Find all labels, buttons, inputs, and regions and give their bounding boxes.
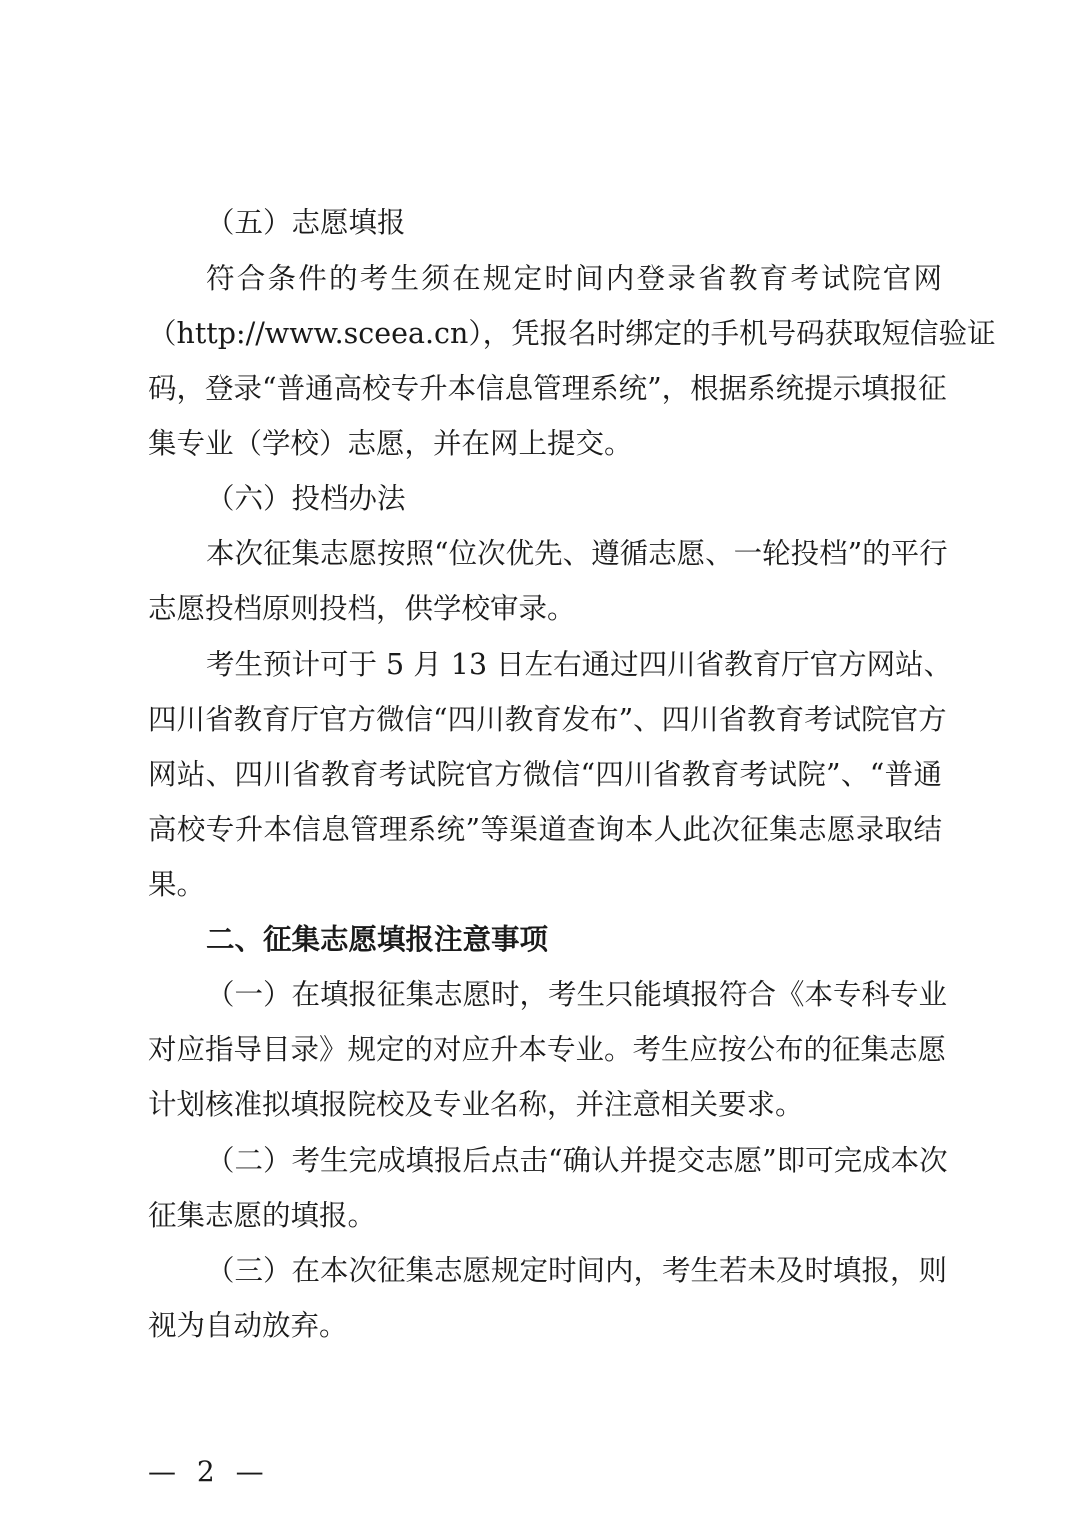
section-heading-six: （六）投档办法 [206,482,406,515]
paragraph-line: 对应指导目录》规定的对应升本专业。考生应按公布的征集志愿 [148,1033,947,1066]
paragraph-line: 符合条件的考生须在规定时间内登录省教育考试院官网 [206,262,942,295]
paragraph-line: 集专业（学校）志愿，并在网上提交。 [148,427,633,460]
paragraph-line: 志愿投档原则投档，供学校审录。 [148,592,576,625]
section-heading-two: 二、征集志愿填报注意事项 [206,923,549,956]
section-heading-five: （五）志愿填报 [206,206,406,239]
paragraph-line: （二）考生完成填报后点击“确认并提交志愿”即可完成本次 [206,1144,948,1177]
paragraph-line: 征集志愿的填报。 [148,1199,377,1232]
paragraph-line: 码，登录“普通高校专升本信息管理系统”，根据系统提示填报征 [148,372,947,405]
paragraph-line: 高校专升本信息管理系统”等渠道查询本人此次征集志愿录取结 [148,813,942,846]
paragraph-line: （三）在本次征集志愿规定时间内，考生若未及时填报，则 [206,1254,948,1287]
paragraph-line: （一）在填报征集志愿时，考生只能填报符合《本专科专业 [206,978,948,1011]
page-number: — 2 — [148,1455,270,1488]
paragraph-line: 果。 [148,868,206,901]
paragraph-line: 网站、四川省教育考试院官方微信“四川省教育考试院”、“普通 [148,758,942,791]
paragraph-line: 四川省教育厅官方微信“四川教育发布”、四川省教育考试院官方 [148,703,947,736]
paragraph-line: （http://www.sceea.cn），凭报名时绑定的手机号码获取短信验证 [148,317,996,350]
paragraph-line: 视为自动放弃。 [148,1309,348,1342]
paragraph-line: 考生预计可于 5 月 13 日左右通过四川省教育厅官方网站、 [206,648,953,681]
paragraph-line: 计划核准拟填报院校及专业名称，并注意相关要求。 [148,1088,804,1121]
paragraph-line: 本次征集志愿按照“位次优先、遵循志愿、一轮投档”的平行 [206,537,948,570]
